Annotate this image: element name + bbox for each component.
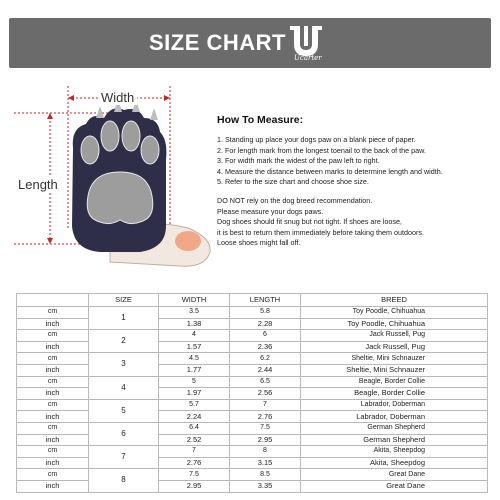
length-cell: 8 — [230, 446, 301, 458]
unit-cell: cm — [17, 446, 89, 458]
length-cell: 6 — [230, 330, 301, 342]
size-cell: 3 — [89, 353, 159, 376]
size-cell: 4 — [89, 376, 159, 399]
fit-note: it is best to return them immediately before taking them outdoors. — [217, 227, 424, 237]
width-cell: 3.5 — [159, 307, 230, 319]
header-width: WIDTH — [159, 294, 230, 307]
unit-cell: inch — [17, 388, 89, 400]
table-row — [17, 376, 488, 388]
width-cell: 7 — [159, 446, 230, 458]
breed-cell: Labrador, Doberman — [301, 411, 488, 423]
width-cell: 1.57 — [159, 341, 230, 353]
table-row — [17, 341, 488, 353]
width-cell: 5 — [159, 376, 230, 388]
breed-cell: Beagle, Border Collie — [301, 376, 488, 388]
width-cell: 2.52 — [159, 434, 230, 446]
breed-cell: Toy Poodle, Chihuahua — [301, 307, 488, 319]
fit-note: DO NOT rely on the dog breed recommendation. — [217, 195, 373, 205]
size-table — [16, 293, 488, 493]
table-header-row — [17, 294, 488, 307]
unit-cell: inch — [17, 480, 89, 492]
unit-cell: cm — [17, 399, 89, 411]
header-breed: BREED — [301, 294, 488, 307]
unit-cell: inch — [17, 411, 89, 423]
header-length: LENGTH — [230, 294, 301, 307]
measure-step: 4. Measure the distance between marks to determine length and width. — [217, 166, 443, 176]
breed-cell: German Shepherd — [301, 434, 488, 446]
length-cell: 2.36 — [230, 341, 301, 353]
unit-cell: cm — [17, 330, 89, 342]
unit-cell: cm — [17, 353, 89, 365]
table-row — [17, 446, 488, 458]
unit-cell: inch — [17, 434, 89, 446]
table-row — [17, 434, 488, 446]
breed-cell: Jack Russell, Pug — [301, 341, 488, 353]
table-row — [17, 411, 488, 423]
fit-notes — [217, 196, 497, 249]
width-label: Width — [98, 90, 137, 105]
length-cell: 3.35 — [230, 480, 301, 492]
table-row — [17, 353, 488, 365]
length-cell: 7.5 — [230, 422, 301, 434]
measure-steps — [217, 135, 497, 188]
length-cell: 5.8 — [230, 307, 301, 319]
length-cell: 2.76 — [230, 411, 301, 423]
width-cell: 1.77 — [159, 364, 230, 376]
header — [0, 0, 500, 86]
logo-text: Ucarter — [294, 54, 322, 62]
length-cell: 6.5 — [230, 376, 301, 388]
size-cell: 6 — [89, 422, 159, 445]
length-cell: 8.5 — [230, 469, 301, 481]
header-unit — [17, 294, 89, 307]
breed-cell: Beagle, Border Collie — [301, 388, 488, 400]
page-title: SIZE CHART — [149, 30, 286, 55]
unit-cell: cm — [17, 376, 89, 388]
breed-cell: Toy Poodle, Chihuahua — [301, 318, 488, 330]
breed-cell: Jack Russell, Pug — [301, 330, 488, 342]
fit-note: Loose shoes might fall off. — [217, 238, 301, 248]
width-cell: 5.7 — [159, 399, 230, 411]
width-cell: 2.24 — [159, 411, 230, 423]
breed-cell: Great Dane — [301, 480, 488, 492]
unit-cell: inch — [17, 341, 89, 353]
width-cell: 7.5 — [159, 469, 230, 481]
breed-cell: Akita, Sheepdog — [301, 446, 488, 458]
length-cell: 2.28 — [230, 318, 301, 330]
width-cell: 6.4 — [159, 422, 230, 434]
measure-step: 5. Refer to the size chart and choose shoe size. — [217, 177, 369, 187]
fit-note: Please measure your dogs paws. — [217, 206, 324, 216]
unit-cell: cm — [17, 307, 89, 319]
breed-cell: Akita, Sheepdog — [301, 457, 488, 469]
table-row — [17, 422, 488, 434]
how-to-title: How To Measure: — [217, 114, 304, 126]
table-row — [17, 399, 488, 411]
width-cell: 4 — [159, 330, 230, 342]
size-cell: 1 — [89, 307, 159, 330]
table-row — [17, 457, 488, 469]
table-row — [17, 388, 488, 400]
length-cell: 6.2 — [230, 353, 301, 365]
size-cell: 5 — [89, 399, 159, 422]
measure-step: 1. Standing up place your dogs paw on a blank piece of paper. — [217, 135, 416, 144]
paw-skin — [175, 231, 201, 251]
how-to-measure — [217, 114, 497, 249]
size-cell: 2 — [89, 330, 159, 353]
header-size: SIZE — [89, 294, 159, 307]
length-cell: 2.56 — [230, 388, 301, 400]
size-cell: 7 — [89, 446, 159, 469]
width-cell: 2.95 — [159, 480, 230, 492]
length-cell: 2.95 — [230, 434, 301, 446]
breed-cell: Sheltie, Mini Schnauzer — [301, 353, 488, 365]
unit-cell: cm — [17, 422, 89, 434]
unit-cell: cm — [17, 469, 89, 481]
width-cell: 4.5 — [159, 353, 230, 365]
table-row — [17, 480, 488, 492]
length-label: Length — [18, 177, 58, 192]
breed-cell: Sheltie, Mini Schnauzer — [301, 364, 488, 376]
unit-cell: inch — [17, 318, 89, 330]
length-cell: 7 — [230, 399, 301, 411]
table-row — [17, 318, 488, 330]
size-cell: 8 — [89, 469, 159, 492]
width-cell: 1.97 — [159, 388, 230, 400]
table-row — [17, 469, 488, 481]
unit-cell: inch — [17, 457, 89, 469]
width-cell: 1.38 — [159, 318, 230, 330]
breed-cell: German Shepherd — [301, 422, 488, 434]
table-row — [17, 364, 488, 376]
measure-step: 2. For length mark from the longest toenail to the back of the paw. — [217, 145, 426, 155]
measure-step: 3. For width mark the widest of the paw left to right. — [217, 156, 380, 166]
breed-cell: Labrador, Doberman — [301, 399, 488, 411]
fit-note: Dog shoes should fit snug but not tight. If shoes are loose, — [217, 217, 402, 227]
length-cell: 3.15 — [230, 457, 301, 469]
breed-cell: Great Dane — [301, 469, 488, 481]
length-cell: 2.44 — [230, 364, 301, 376]
main-pad — [87, 172, 153, 224]
width-cell: 2.76 — [159, 457, 230, 469]
table-row — [17, 307, 488, 319]
unit-cell: inch — [17, 364, 89, 376]
table-row — [17, 330, 488, 342]
